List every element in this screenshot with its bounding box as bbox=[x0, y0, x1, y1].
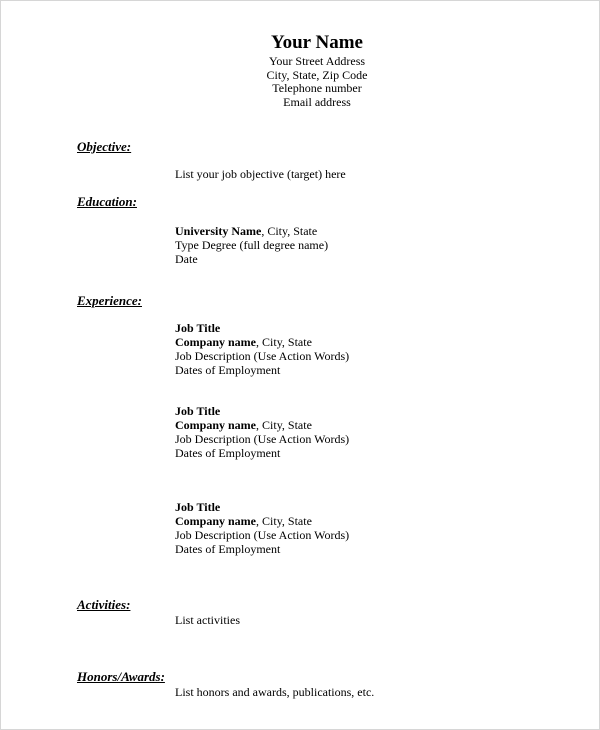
job-title: Job Title bbox=[175, 500, 221, 514]
street-address: Your Street Address bbox=[268, 54, 366, 68]
company-line bbox=[175, 514, 349, 528]
company-location: , City, State bbox=[256, 418, 312, 432]
education-date: Date bbox=[175, 252, 198, 266]
honors-heading: Honors/Awards: bbox=[77, 669, 165, 684]
job-entry bbox=[175, 404, 349, 460]
company-name: Company name bbox=[175, 335, 257, 349]
employment-dates: Dates of Employment bbox=[175, 363, 281, 377]
city-state-zip: City, State, Zip Code bbox=[266, 67, 368, 82]
resume-header bbox=[1, 31, 600, 109]
company-line bbox=[175, 418, 349, 432]
employment-dates: Dates of Employment bbox=[175, 446, 281, 460]
telephone: Telephone number bbox=[272, 81, 362, 95]
job-title: Job Title bbox=[175, 321, 221, 335]
objective-text: List your job objective (target) here bbox=[175, 167, 346, 181]
objective-heading: Objective: bbox=[77, 139, 132, 154]
university-name: University Name bbox=[175, 224, 262, 238]
job-entry bbox=[175, 321, 349, 377]
email: Email address bbox=[283, 94, 351, 109]
candidate-name: Your Name bbox=[270, 32, 363, 53]
experience-heading: Experience: bbox=[77, 293, 142, 308]
objective-section bbox=[175, 167, 346, 181]
university-location: , City, State bbox=[261, 224, 318, 238]
employment-dates: Dates of Employment bbox=[175, 542, 281, 556]
company-name: Company name bbox=[175, 418, 257, 432]
honors-text: List honors and awards, publications, etc. bbox=[175, 685, 375, 699]
education-section bbox=[175, 224, 328, 266]
job-entry bbox=[175, 500, 349, 556]
job-description: Job Description (Use Action Words) bbox=[175, 528, 350, 542]
company-line bbox=[175, 335, 349, 349]
activities-heading: Activities: bbox=[77, 597, 131, 612]
activities-section bbox=[175, 613, 240, 627]
activities-text: List activities bbox=[175, 613, 240, 627]
job-title: Job Title bbox=[175, 404, 221, 418]
honors-section bbox=[175, 685, 374, 699]
company-location: , City, State bbox=[256, 335, 312, 349]
company-name: Company name bbox=[175, 514, 257, 528]
job-description: Job Description (Use Action Words) bbox=[175, 432, 350, 446]
education-heading: Education: bbox=[77, 194, 137, 209]
degree-type: Type Degree (full degree name) bbox=[175, 238, 329, 252]
company-location: , City, State bbox=[256, 514, 312, 528]
education-university-line bbox=[175, 224, 328, 238]
job-description: Job Description (Use Action Words) bbox=[175, 349, 350, 363]
